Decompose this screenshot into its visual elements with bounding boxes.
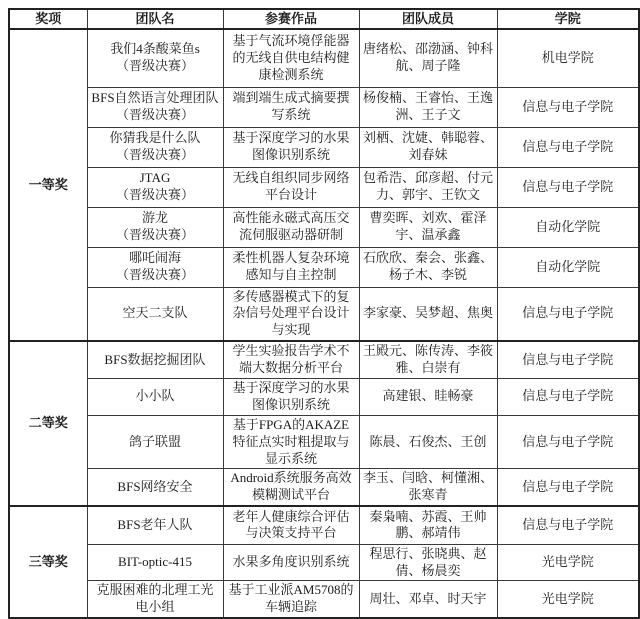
members-cell: 李玉、闫晗、柯懂湘、张寒青 — [359, 469, 497, 506]
table-row — [9, 469, 639, 506]
college-cell: 信息与电子学院 — [497, 378, 639, 415]
work-cell: 基于气流环境俘能器的无线自供电结构健康检测系统 — [223, 29, 359, 87]
members-cell: 李家豪、吴梦超、焦奥 — [359, 287, 497, 341]
table-row — [9, 247, 639, 287]
work-cell: 水果多角度识别系统 — [223, 544, 359, 581]
college-cell: 光电学院 — [497, 581, 639, 618]
table-row — [9, 207, 639, 247]
team-cell — [87, 581, 223, 618]
team-note: （晋级决赛） — [115, 187, 194, 202]
table-row — [9, 415, 639, 469]
header-cell-work: 参赛作品 — [223, 9, 359, 29]
team-cell — [87, 544, 223, 581]
team-cell — [87, 207, 223, 247]
members-cell: 陈晨、石俊杰、王创 — [359, 415, 497, 469]
work-cell: 柔性机器人复杂环境感知与自主控制 — [223, 247, 359, 287]
college-cell: 信息与电子学院 — [497, 469, 639, 506]
header-cell-team: 团队名 — [87, 9, 223, 29]
team-cell — [87, 506, 223, 544]
college-cell: 信息与电子学院 — [497, 127, 639, 167]
college-cell: 信息与电子学院 — [497, 87, 639, 127]
team-name: 哪吒闹海 — [128, 250, 181, 266]
work-cell: 基于深度学习的水果图像识别系统 — [223, 378, 359, 415]
members-cell: 唐绪松、邵渤涵、钟科航、周子隆 — [359, 29, 497, 87]
college-cell: 信息与电子学院 — [497, 506, 639, 544]
team-name: BFS数据挖掘团队 — [104, 351, 206, 367]
team-note: （晋级决赛） — [115, 107, 194, 122]
award-cell: 二等奖 — [9, 341, 87, 506]
team-cell — [87, 87, 223, 127]
team-cell — [87, 341, 223, 378]
work-cell: 多传感器模式下的复杂信号处理平台设计与实现 — [223, 287, 359, 341]
team-note: （晋级决赛） — [115, 147, 194, 162]
work-cell: 基于FPGA的AKAZE特征点实时粗提取与显示系统 — [223, 415, 359, 469]
team-note: （晋级决赛） — [115, 58, 194, 74]
work-cell: 无线自组织同步网络平台设计 — [223, 167, 359, 207]
college-cell: 信息与电子学院 — [497, 287, 639, 341]
team-name: 克服困难的北理工光电小组 — [96, 582, 214, 615]
table-row — [9, 378, 639, 415]
team-cell — [87, 469, 223, 506]
team-cell — [87, 378, 223, 415]
header-cell-members: 团队成员 — [359, 9, 497, 29]
header-cell-award: 奖项 — [9, 9, 87, 29]
table-row — [9, 581, 639, 618]
members-cell: 周壮、邓卓、时天宇 — [359, 581, 497, 618]
team-note: （晋级决赛） — [115, 227, 194, 242]
team-cell — [87, 415, 223, 469]
awards-table — [8, 8, 640, 619]
members-cell: 石欣欣、秦会、张鑫、杨子木、李锐 — [359, 247, 497, 287]
work-cell: Android系统服务高效模糊测试平台 — [223, 469, 359, 506]
award-cell: 三等奖 — [9, 506, 87, 618]
work-cell: 基于工业派AM5708的车辆追踪 — [223, 581, 359, 618]
members-cell: 曹奕晖、刘欢、霍泽宇、温承鑫 — [359, 207, 497, 247]
work-cell: 高性能永磁式高压交流伺服驱动器研制 — [223, 207, 359, 247]
college-cell: 信息与电子学院 — [497, 341, 639, 378]
work-cell: 基于深度学习的水果图像识别系统 — [223, 127, 359, 167]
team-name: BFS老年人队 — [117, 516, 193, 532]
members-cell: 包希浩、邱彦超、付元力、郭宇、王钦文 — [359, 167, 497, 207]
members-cell: 程思行、张晓典、赵倩、杨晨奕 — [359, 544, 497, 581]
team-cell — [87, 247, 223, 287]
members-cell: 秦枭喃、苏霞、王帅鹏、郝靖伟 — [359, 506, 497, 544]
team-cell — [87, 29, 223, 87]
college-cell: 自动化学院 — [497, 207, 639, 247]
table-row — [9, 87, 639, 127]
college-cell: 信息与电子学院 — [497, 415, 639, 469]
team-name: 空天二支队 — [122, 305, 188, 321]
table-row — [9, 127, 639, 167]
members-cell: 刘栖、沈婕、韩聪蓉、刘春妹 — [359, 127, 497, 167]
college-cell: 自动化学院 — [497, 247, 639, 287]
team-name: JTAG — [139, 170, 171, 186]
table-row — [9, 544, 639, 581]
header-row — [9, 9, 639, 29]
members-cell: 杨俊楠、王睿怡、王逸洲、王子文 — [359, 87, 497, 127]
table-row — [9, 506, 639, 544]
work-cell: 学生实验报告学术不端大数据分析平台 — [223, 341, 359, 378]
team-cell — [87, 167, 223, 207]
team-name: 游龙 — [141, 210, 168, 226]
work-cell: 老年人健康综合评估与决策支持平台 — [223, 506, 359, 544]
header-cell-college: 学院 — [497, 9, 639, 29]
team-cell — [87, 127, 223, 167]
college-cell: 信息与电子学院 — [497, 167, 639, 207]
team-name: 鸽子联盟 — [128, 433, 181, 449]
team-name: 你猜我是什么队 — [109, 130, 201, 146]
team-name: BIT-optic-415 — [118, 554, 192, 570]
work-cell: 端到端生成式摘要撰写系统 — [223, 87, 359, 127]
table-row — [9, 341, 639, 378]
table-row — [9, 29, 639, 87]
college-cell: 光电学院 — [497, 544, 639, 581]
college-cell: 机电学院 — [497, 29, 639, 87]
team-name: BFS网络安全 — [117, 478, 193, 494]
award-cell: 一等奖 — [9, 29, 87, 341]
members-cell: 高建银、眭畅豪 — [359, 378, 497, 415]
table-row — [9, 167, 639, 207]
team-name: 我们4条酸菜鱼s — [110, 41, 200, 57]
table-row — [9, 287, 639, 341]
team-note: （晋级决赛） — [115, 267, 194, 282]
team-cell — [87, 287, 223, 341]
team-name: 小小队 — [135, 388, 175, 404]
members-cell: 王殿元、陈传涛、李筱雅、白崇有 — [359, 341, 497, 378]
team-name: BFS自然语言处理团队 — [91, 90, 219, 106]
